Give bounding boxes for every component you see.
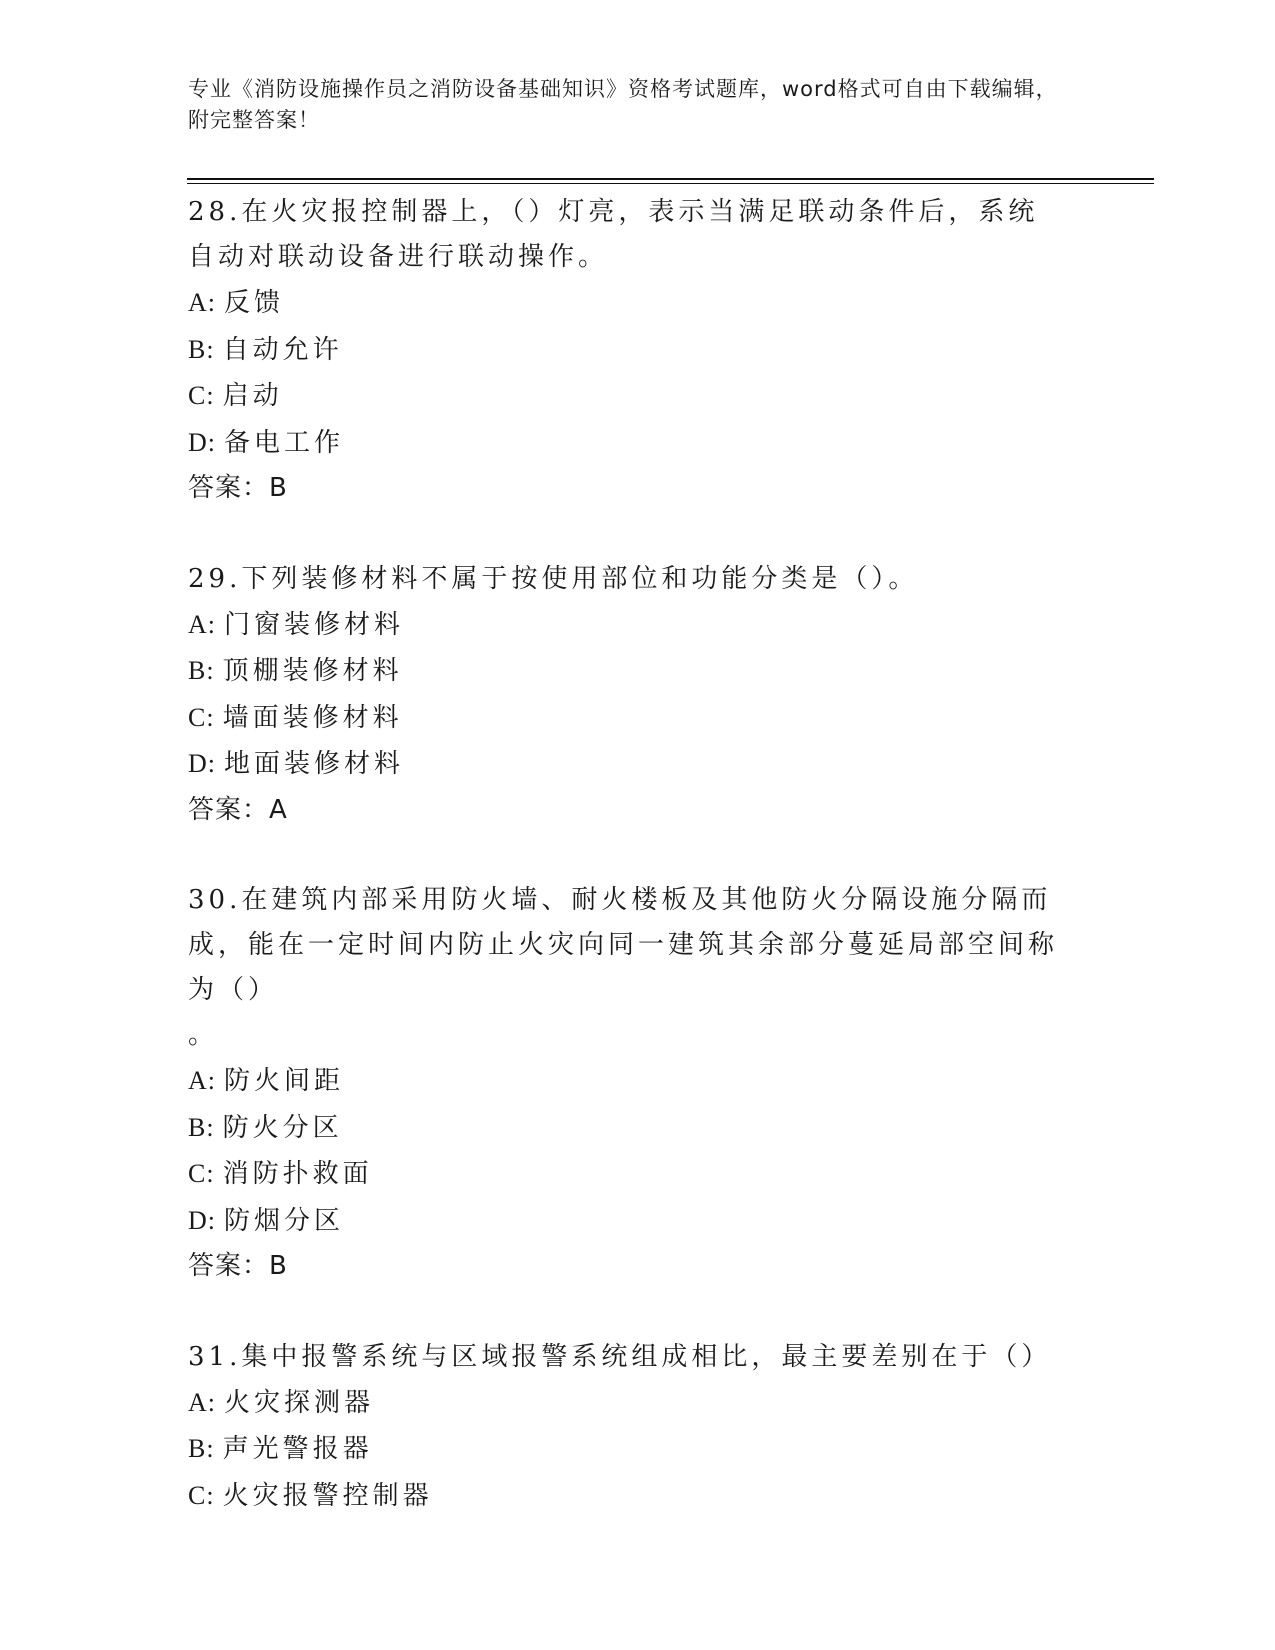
option-label: C: bbox=[188, 1159, 215, 1188]
option-label: A: bbox=[188, 1066, 216, 1095]
option-d bbox=[188, 1198, 1068, 1245]
option-text: 防火分区 bbox=[222, 1112, 343, 1143]
option-label: B: bbox=[188, 1112, 215, 1142]
option-a bbox=[188, 602, 1068, 649]
question-text: 31.集中报警系统与区域报警系统组成相比，最主要差别在于（） bbox=[188, 1341, 1052, 1372]
option-label: D: bbox=[188, 749, 216, 778]
option-text: 火灾探测器 bbox=[224, 1387, 375, 1418]
option-text: 顶棚装修材料 bbox=[222, 656, 403, 686]
answer: 答案：B bbox=[188, 473, 288, 503]
header-rule-thin bbox=[187, 183, 1154, 184]
answer: 答案：B bbox=[188, 1251, 288, 1281]
option-b bbox=[188, 1105, 1068, 1152]
option-label: D: bbox=[188, 1205, 216, 1235]
option-label: D: bbox=[188, 427, 216, 457]
option-a bbox=[188, 1380, 1068, 1427]
option-text: 备电工作 bbox=[224, 427, 345, 458]
question-28 bbox=[188, 190, 1068, 512]
option-label: B: bbox=[188, 334, 215, 364]
question-30 bbox=[188, 878, 1068, 1290]
option-text: 火灾报警控制器 bbox=[222, 1480, 433, 1511]
option-b bbox=[188, 1426, 1068, 1473]
question-text-tail: 。 bbox=[188, 1020, 219, 1050]
option-text: 自动允许 bbox=[222, 334, 343, 365]
option-text: 消防扑救面 bbox=[222, 1159, 373, 1189]
option-text: 防火间距 bbox=[224, 1066, 345, 1096]
answer: 答案：A bbox=[188, 794, 288, 825]
option-label: C: bbox=[188, 702, 215, 732]
question-29 bbox=[188, 557, 1068, 834]
question-text: 29.下列装修材料不属于按使用部位和功能分类是（）。 bbox=[188, 563, 919, 594]
option-label: C: bbox=[188, 381, 215, 410]
option-d bbox=[188, 420, 1068, 467]
option-b bbox=[188, 327, 1068, 374]
option-text: 声光警报器 bbox=[222, 1434, 373, 1464]
option-c bbox=[188, 1473, 1068, 1520]
option-label: C: bbox=[188, 1480, 215, 1510]
question-31 bbox=[188, 1335, 1068, 1520]
option-label: B: bbox=[188, 1434, 215, 1463]
header-rule bbox=[187, 178, 1154, 180]
question-text: 28.在火灾报控制器上，（）灯亮，表示当满足联动条件后，系统自动对联动设备进行联动操作。 bbox=[188, 197, 1039, 272]
option-text: 门窗装修材料 bbox=[224, 609, 405, 640]
option-text: 墙面装修材料 bbox=[222, 702, 403, 733]
question-text: 30.在建筑内部采用防火墙、耐火楼板及其他防火分隔设施分隔而成，能在一定时间内防止火灾向同一建筑其余部分蔓延局部空间称为（） bbox=[188, 885, 1059, 1005]
option-c bbox=[188, 695, 1068, 742]
option-d bbox=[188, 741, 1068, 788]
option-label: A: bbox=[188, 1387, 216, 1417]
option-text: 启动 bbox=[222, 381, 283, 411]
question-list bbox=[188, 190, 1068, 1519]
option-a bbox=[188, 280, 1068, 327]
option-c bbox=[188, 1151, 1068, 1198]
option-text: 防烟分区 bbox=[224, 1205, 345, 1236]
option-c bbox=[188, 373, 1068, 420]
option-text: 地面装修材料 bbox=[224, 749, 405, 779]
document-intro: 专业《消防设施操作员之消防设备基础知识》资格考试题库，word格式可自由下载编辑，附完整答案！ bbox=[188, 77, 1058, 132]
option-b bbox=[188, 648, 1068, 695]
option-text: 反馈 bbox=[224, 288, 285, 318]
option-a bbox=[188, 1058, 1068, 1105]
option-label: A: bbox=[188, 609, 216, 639]
option-label: A: bbox=[188, 288, 216, 317]
option-label: B: bbox=[188, 656, 215, 685]
